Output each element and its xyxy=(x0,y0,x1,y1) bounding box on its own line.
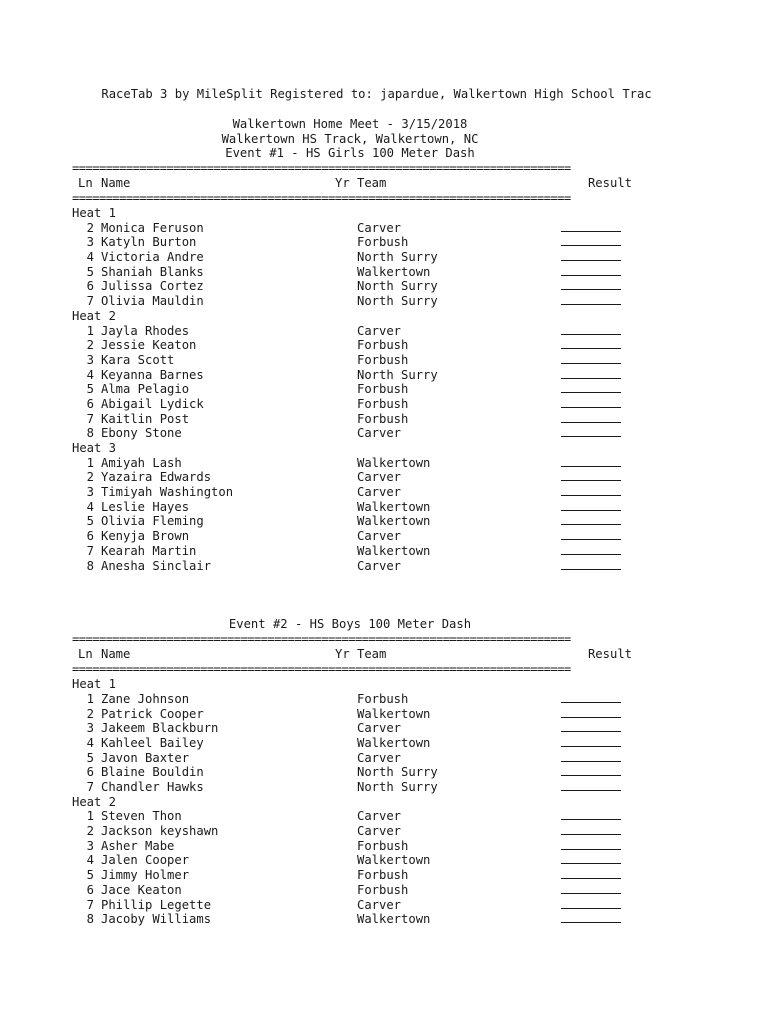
entry-row xyxy=(72,485,632,500)
athlete-name: Timiyah Washington xyxy=(101,485,234,500)
lane-number: 5 xyxy=(86,868,94,883)
result-blank-line xyxy=(561,495,621,496)
lane-number: 4 xyxy=(86,735,94,750)
athlete-name: Olivia Fleming xyxy=(101,514,204,529)
athlete-name: Yazaira Edwards xyxy=(101,470,212,485)
entry-row xyxy=(72,221,632,236)
team-name: Walkertown xyxy=(357,706,431,721)
lane-number: 4 xyxy=(86,250,94,265)
registration-text: RaceTab 3 by MileSplit Registered to: japardue, Walkertown High School Trac xyxy=(101,87,652,101)
entry-row xyxy=(72,839,632,854)
heat-label: Heat 2 xyxy=(72,308,117,323)
entry-row xyxy=(72,279,632,294)
event-title: Event #2 - HS Boys 100 Meter Dash xyxy=(228,617,472,632)
lane-number: 2 xyxy=(86,338,94,353)
result-blank-line xyxy=(561,922,621,923)
heat-label: Heat 1 xyxy=(72,206,117,220)
team-name: Walkertown xyxy=(357,514,431,529)
athlete-name: Steven Thon xyxy=(101,809,182,824)
column-header-yr: Yr xyxy=(335,176,350,190)
result-blank-line xyxy=(561,348,621,349)
athlete-name: Kaitlin Post xyxy=(101,411,190,426)
meet-location: Walkertown HS Track, Walkertown, NC xyxy=(221,131,479,146)
registration-line xyxy=(72,72,652,101)
team-name: Carver xyxy=(357,558,402,573)
team-name: Walkertown xyxy=(357,264,431,279)
entry-row xyxy=(72,529,632,544)
result-blank-line xyxy=(561,819,621,820)
team-name: North Surry xyxy=(357,765,438,780)
team-name: Carver xyxy=(357,721,402,736)
double-rule: ========================================================================== xyxy=(72,161,571,175)
rule-line xyxy=(72,662,632,677)
column-header-result: Result xyxy=(587,647,632,662)
team-name: Walkertown xyxy=(357,912,431,927)
lane-number: 3 xyxy=(86,721,94,736)
result-blank-line xyxy=(561,539,621,540)
lane-number: 2 xyxy=(86,470,94,485)
athlete-name: Blaine Bouldin xyxy=(101,765,204,780)
team-name: Walkertown xyxy=(357,853,431,868)
athlete-name: Anesha Sinclair xyxy=(101,558,212,573)
event-section xyxy=(72,573,632,927)
result-blank-line xyxy=(561,275,621,276)
entry-row xyxy=(72,780,632,795)
result-blank-line xyxy=(561,407,621,408)
team-name: North Surry xyxy=(357,250,438,265)
column-header-name: Name xyxy=(101,647,131,662)
column-header-result: Result xyxy=(587,176,632,190)
athlete-name: Javon Baxter xyxy=(101,750,190,765)
result-blank-line xyxy=(561,554,621,555)
result-blank-line xyxy=(561,775,621,776)
entry-row xyxy=(72,898,632,913)
athlete-name: Zane Johnson xyxy=(101,691,190,706)
heat-label-line xyxy=(72,206,632,221)
result-blank-line xyxy=(561,334,621,335)
result-blank-line xyxy=(561,480,621,481)
team-name: Forbush xyxy=(357,838,409,853)
entry-row xyxy=(72,412,632,427)
meet-location-line xyxy=(72,117,632,146)
result-blank-line xyxy=(561,761,621,762)
athlete-name: Jackson keyshawn xyxy=(101,824,219,839)
entry-row xyxy=(72,721,632,736)
lane-number: 6 xyxy=(86,279,94,294)
lane-number: 5 xyxy=(86,514,94,529)
double-rule: ========================================================================== xyxy=(72,662,571,677)
entry-row xyxy=(72,470,632,485)
lane-number: 7 xyxy=(86,294,94,309)
entry-row xyxy=(72,707,632,722)
entry-row xyxy=(72,250,632,265)
team-name: Carver xyxy=(357,220,402,235)
lane-number: 5 xyxy=(86,264,94,279)
entry-row xyxy=(72,368,632,383)
athlete-name: Patrick Cooper xyxy=(101,706,204,721)
event-title-line xyxy=(72,617,632,632)
lane-number: 4 xyxy=(86,853,94,868)
athlete-name: Kearah Martin xyxy=(101,543,197,558)
team-name: Carver xyxy=(357,323,402,338)
lane-number: 1 xyxy=(86,809,94,824)
entry-row xyxy=(72,500,632,515)
entry-row xyxy=(72,353,632,368)
event-title: Event #1 - HS Girls 100 Meter Dash xyxy=(225,146,475,160)
lane-number: 3 xyxy=(86,838,94,853)
athlete-name: Jace Keaton xyxy=(101,882,182,897)
athlete-name: Victoria Andre xyxy=(101,250,204,265)
heat-label-line xyxy=(72,441,632,456)
athlete-name: Shaniah Blanks xyxy=(101,264,204,279)
entry-row xyxy=(72,559,632,574)
entry-row xyxy=(72,883,632,898)
team-name: Carver xyxy=(357,426,402,441)
lane-number: 3 xyxy=(86,235,94,250)
result-blank-line xyxy=(561,260,621,261)
entry-row xyxy=(72,751,632,766)
team-name: Carver xyxy=(357,750,402,765)
result-blank-line xyxy=(561,392,621,393)
result-blank-line xyxy=(561,790,621,791)
team-name: Forbush xyxy=(357,691,409,706)
team-name: Forbush xyxy=(357,396,409,411)
lane-number: 2 xyxy=(86,220,94,235)
entry-row xyxy=(72,824,632,839)
result-blank-line xyxy=(561,466,621,467)
column-header-team: Team xyxy=(357,647,387,662)
entry-row xyxy=(72,338,632,353)
athlete-name: Alma Pelagio xyxy=(101,382,190,397)
athlete-name: Ebony Stone xyxy=(101,426,182,441)
double-rule: ========================================================================== xyxy=(72,191,571,205)
entry-row xyxy=(72,324,632,339)
entry-row xyxy=(72,514,632,529)
result-blank-line xyxy=(561,378,621,379)
meet-title: Walkertown Home Meet - 3/15/2018 xyxy=(232,116,468,131)
result-blank-line xyxy=(561,524,621,525)
team-name: Carver xyxy=(357,824,402,839)
meet-title-line xyxy=(72,102,632,131)
column-header-name: Name xyxy=(101,176,131,190)
heat-label-line xyxy=(72,309,632,324)
lane-number: 6 xyxy=(86,396,94,411)
team-name: North Surry xyxy=(357,294,438,309)
entry-row xyxy=(72,397,632,412)
result-blank-line xyxy=(561,702,621,703)
result-blank-line xyxy=(561,510,621,511)
athlete-name: Asher Mabe xyxy=(101,838,175,853)
team-name: Walkertown xyxy=(357,735,431,750)
entry-row xyxy=(72,382,632,397)
lane-number: 7 xyxy=(86,780,94,794)
athlete-name: Kahleel Bailey xyxy=(101,735,204,750)
result-blank-line xyxy=(561,436,621,437)
heat-label: Heat 1 xyxy=(72,677,117,692)
lane-number: 4 xyxy=(86,367,94,382)
entry-row xyxy=(72,765,632,780)
lane-number: 1 xyxy=(86,691,94,706)
team-name: Forbush xyxy=(357,352,409,367)
athlete-name: Keyanna Barnes xyxy=(101,367,204,382)
result-blank-line xyxy=(561,834,621,835)
entry-row xyxy=(72,736,632,751)
result-blank-line xyxy=(561,422,621,423)
athlete-name: Jimmy Holmer xyxy=(101,868,190,883)
athlete-name: Kenyja Brown xyxy=(101,529,190,544)
column-header-ln: Ln xyxy=(78,176,93,190)
column-header-team: Team xyxy=(357,176,387,190)
athlete-name: Olivia Mauldin xyxy=(101,294,204,309)
column-header-row xyxy=(72,176,632,191)
lane-number: 7 xyxy=(86,411,94,426)
double-rule: ========================================================================== xyxy=(72,632,571,647)
team-name: North Surry xyxy=(357,279,438,294)
team-name: Forbush xyxy=(357,382,409,397)
team-name: Walkertown xyxy=(357,455,431,470)
entry-row xyxy=(72,692,632,707)
entry-row xyxy=(72,868,632,883)
result-blank-line xyxy=(561,878,621,879)
lane-number: 7 xyxy=(86,543,94,558)
athlete-name: Chandler Hawks xyxy=(101,780,204,794)
lane-number: 2 xyxy=(86,824,94,839)
athlete-name: Kara Scott xyxy=(101,352,175,367)
athlete-name: Katyln Burton xyxy=(101,235,197,250)
lane-number: 2 xyxy=(86,706,94,721)
athlete-name: Jalen Cooper xyxy=(101,853,190,868)
athlete-name: Jacoby Williams xyxy=(101,912,212,927)
team-name: Carver xyxy=(357,809,402,824)
result-blank-line xyxy=(561,245,621,246)
lane-number: 7 xyxy=(86,897,94,912)
event-section xyxy=(72,146,632,573)
team-name: Forbush xyxy=(357,882,409,897)
entry-row xyxy=(72,853,632,868)
heat-label-line xyxy=(72,677,632,692)
athlete-name: Abigail Lydick xyxy=(101,396,204,411)
result-blank-line xyxy=(561,849,621,850)
entry-row xyxy=(72,456,632,471)
heat-label: Heat 2 xyxy=(72,794,117,809)
result-blank-line xyxy=(561,231,621,232)
lane-number: 4 xyxy=(86,499,94,514)
athlete-name: Leslie Hayes xyxy=(101,499,190,514)
team-name: North Surry xyxy=(357,780,438,794)
heat-label: Heat 3 xyxy=(72,441,117,455)
lane-number: 8 xyxy=(86,426,94,441)
spacer xyxy=(72,573,632,617)
result-blank-line xyxy=(561,893,621,894)
team-name: Forbush xyxy=(357,235,409,250)
lane-number: 6 xyxy=(86,529,94,544)
column-header-yr: Yr xyxy=(335,647,350,662)
event-title-line xyxy=(72,146,632,161)
events-list xyxy=(72,146,632,927)
team-name: Carver xyxy=(357,529,402,544)
result-blank-line xyxy=(561,569,621,570)
entry-row xyxy=(72,294,632,309)
entry-row xyxy=(72,265,632,280)
lane-number: 3 xyxy=(86,352,94,367)
team-name: Walkertown xyxy=(357,499,431,514)
rule-line xyxy=(72,191,632,206)
heat-label-line xyxy=(72,795,632,810)
athlete-name: Phillip Legette xyxy=(101,897,212,912)
rule-line xyxy=(72,632,632,647)
athlete-name: Jessie Keaton xyxy=(101,338,197,353)
lane-number: 6 xyxy=(86,882,94,897)
result-blank-line xyxy=(561,363,621,364)
entry-row xyxy=(72,809,632,824)
column-header-row xyxy=(72,647,632,662)
rule-line xyxy=(72,161,632,176)
lane-number: 1 xyxy=(86,455,94,470)
team-name: North Surry xyxy=(357,367,438,382)
result-blank-line xyxy=(561,304,621,305)
lane-number: 5 xyxy=(86,382,94,397)
lane-number: 6 xyxy=(86,765,94,780)
entry-row xyxy=(72,235,632,250)
athlete-name: Monica Feruson xyxy=(101,220,204,235)
result-blank-line xyxy=(561,731,621,732)
entry-row xyxy=(72,426,632,441)
team-name: Carver xyxy=(357,897,402,912)
column-header-ln: Ln xyxy=(78,647,93,662)
heat-sheet-page xyxy=(72,72,652,927)
athlete-name: Julissa Cortez xyxy=(101,279,204,294)
lane-number: 1 xyxy=(86,323,94,338)
result-blank-line xyxy=(561,717,621,718)
team-name: Walkertown xyxy=(357,543,431,558)
lane-number: 5 xyxy=(86,750,94,765)
result-blank-line xyxy=(561,746,621,747)
entry-row xyxy=(72,912,632,927)
result-blank-line xyxy=(561,289,621,290)
athlete-name: Amiyah Lash xyxy=(101,455,182,470)
team-name: Forbush xyxy=(357,411,409,426)
entry-row xyxy=(72,544,632,559)
athlete-name: Jakeem Blackburn xyxy=(101,721,219,736)
result-blank-line xyxy=(561,908,621,909)
lane-number: 8 xyxy=(86,558,94,573)
athlete-name: Jayla Rhodes xyxy=(101,323,190,338)
lane-number: 3 xyxy=(86,485,94,500)
lane-number: 8 xyxy=(86,912,94,927)
team-name: Forbush xyxy=(357,338,409,353)
result-blank-line xyxy=(561,863,621,864)
team-name: Forbush xyxy=(357,868,409,883)
team-name: Carver xyxy=(357,470,402,485)
team-name: Carver xyxy=(357,485,402,500)
